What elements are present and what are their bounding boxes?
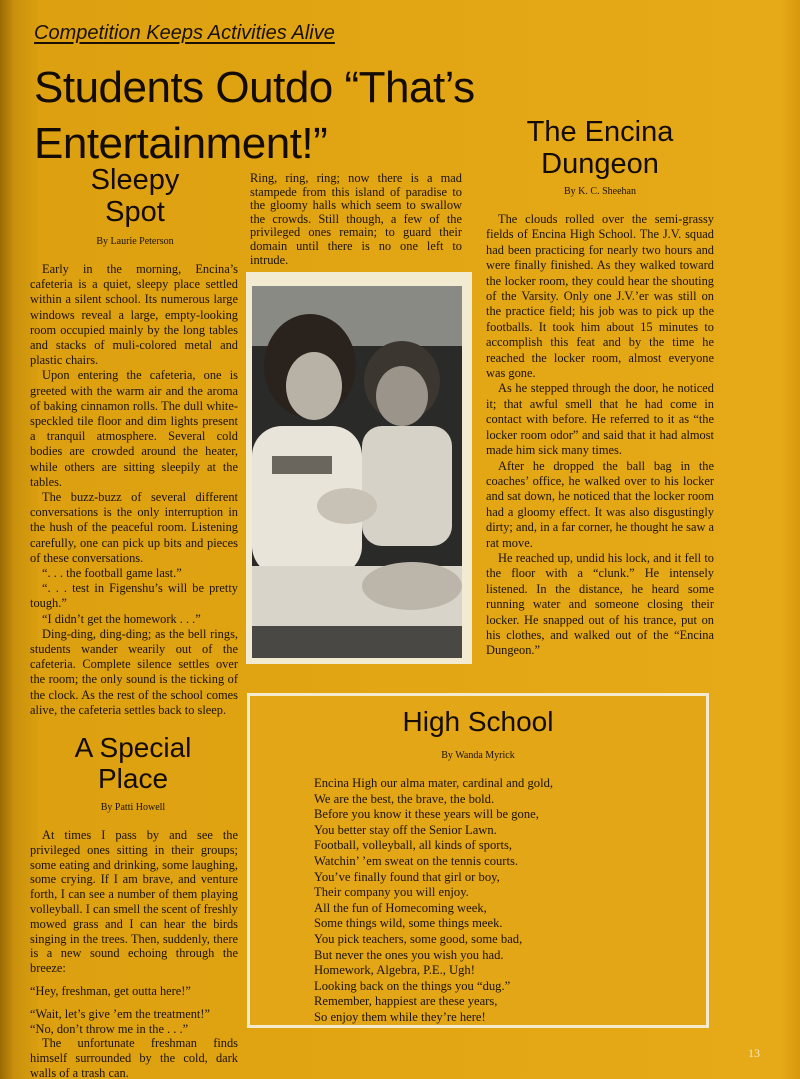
poem-line: But never the ones you wish you had. xyxy=(314,947,504,962)
headline-line-1: Students Outdo “That’s xyxy=(34,63,475,112)
dungeon-title xyxy=(490,116,710,181)
page-headline xyxy=(34,60,534,172)
special-place-title-line-1: A Special xyxy=(74,732,192,763)
poem-line: Football, volleyball, all kinds of sports, xyxy=(314,838,512,853)
students-photo-image xyxy=(252,286,462,658)
poem-lines xyxy=(314,776,694,1026)
poem-line: Some things wild, some things meek. xyxy=(314,916,503,931)
sleepy-spot-quote: “I didn’t get the homework . . .” xyxy=(42,611,201,626)
special-place-quote: “Hey, freshman, get outta here!” xyxy=(30,983,191,998)
poem-line: Looking back on the things you “dug.” xyxy=(314,978,511,993)
poem-line: Before you know it these years will be gone, xyxy=(314,807,539,822)
special-place-title xyxy=(38,732,228,795)
sleepy-spot-paragraph: Ding-ding, ding-ding; as the bell rings, students wander wearily out of the cafeteria. Complete silence settles over the room; the only sound is the ticking of the clock. As the rest of the school comes alive, the cafeteria settles back to sleep. xyxy=(30,626,238,717)
special-place-quote: “No, don’t throw me in the . . .” xyxy=(30,1021,189,1036)
sleepy-spot-paragraph: Early in the morning, Encina’s cafeteria is a quiet, sleepy place settled within a silent school. Its numerous large windows reveal a large, empty-looking room occupied mainly by the long tables and stacks of muli-colored metal and plastic chairs. xyxy=(30,262,238,368)
poem-line: You better stay off the Senior Lawn. xyxy=(314,822,497,837)
sleepy-spot-paragraph: Upon entering the cafeteria, one is greeted with the warm air and the aroma of baking cinnamon rolls. The dull white-speckled tile floor and dim lights present a tranquil atmosphere. Several cold bodies are crowded around the heater, while others are sitting sleepily at the tables. xyxy=(30,368,238,489)
sleepy-spot-title-line-2: Spot xyxy=(105,196,165,229)
special-place-byline: By Patti Howell xyxy=(100,802,166,813)
special-place-body xyxy=(30,828,238,1079)
sleepy-spot-title-line-1: Sleepy xyxy=(90,164,180,196)
sleepy-spot-quote: “. . . the football game last.” xyxy=(42,566,182,581)
sleepy-spot-continued-paragraph: Ring, ring, ring; now there is a mad stampede from this island of paradise to the gloomy halls which seem to swallow the crowds. Still though, a few of the privileged ones remain; to guard their domain until there is no one left to intrude. xyxy=(250,171,462,267)
special-place-title-line-2: Place xyxy=(97,763,169,795)
sleepy-spot-title xyxy=(40,164,230,229)
poem-line: All the fun of Homecoming week, xyxy=(314,900,487,915)
sleepy-spot-quote: “. . . test in Figenshu’s will be pretty tough.” xyxy=(30,581,238,611)
special-place-quote: “Wait, let’s give ’em the treatment!” xyxy=(30,1006,210,1021)
sleepy-spot-continued xyxy=(250,172,462,267)
poem-line: You’ve finally found that girl or boy, xyxy=(314,869,500,884)
poem-byline: By Wanda Myrick xyxy=(441,750,515,761)
dungeon-paragraph: The clouds rolled over the semi-grassy fields of Encina High School. The J.V. squad had been practicing for nearly two hours and were finally finished. As they walked toward the locker room, they could hear the shouting of the Varsity. Only one J.V.’er was still on the practice field; his job was to pick up the footballs. It took him about 15 minutes to accomplish this feat and by the time he reached the locker room, almost everyone was gone. xyxy=(486,212,714,381)
poem-line: Their company you will enjoy. xyxy=(314,885,469,900)
dungeon-paragraph: He reached up, undid his lock, and it fell to the floor with a “clunk.” He intensely listened. In the distance, he heard some running water and someone closing their locker. He snapped out of his trance, put on his clothes, and walked out of the “Encina Dungeon.” xyxy=(486,550,714,658)
poem-title: High School xyxy=(402,706,554,737)
section-kicker: Competition Keeps Activities Alive xyxy=(34,22,335,44)
poem-line: Remember, happiest are these years, xyxy=(314,994,498,1009)
poem-line: Watchin’ ’em sweat on the tennis courts. xyxy=(314,853,519,868)
poem-line: We are the best, the brave, the bold. xyxy=(314,791,495,806)
students-photo xyxy=(246,272,472,664)
sleepy-spot-byline: By Laurie Peterson xyxy=(96,236,174,247)
headline-line-2: Entertainment!” xyxy=(34,119,328,168)
dungeon-title-line-1: The Encina xyxy=(526,116,674,148)
poem-line: Encina High our alma mater, cardinal and gold, xyxy=(314,776,554,790)
sleepy-spot-body xyxy=(30,262,238,718)
poem-line: So enjoy them while they’re here! xyxy=(314,1009,486,1024)
dungeon-body xyxy=(486,212,714,659)
dungeon-paragraph: After he dropped the ball bag in the coaches’ office, he walked over to his locker and sat down, he noticed that the locker room had a gloomy effect. It was also disgustingly dirty; and, in a far corner, he thought he saw a rat move. xyxy=(486,458,714,550)
sleepy-spot-paragraph: The buzz-buzz of several different conversations is the only interruption in the hush of the peaceful room. Listening carefully, one can pick up bits and pieces of these conversations. xyxy=(30,490,238,565)
special-place-paragraph: At times I pass by and see the privileged ones sitting in their groups; some eating and drinking, some laughing, some crying. If I am brave, and venture forth, I can see a number of them playing volleyball. I can smell the scent of freshly mowed grass and I can hear the birds singing in the trees. Then, suddenly, there is a new sound echoing through the breeze: xyxy=(30,828,238,976)
dungeon-byline: By K. C. Sheehan xyxy=(564,186,636,197)
page-number: 13 xyxy=(748,1046,760,1060)
poem-box xyxy=(247,693,709,1028)
dungeon-paragraph: As he stepped through the door, he noticed it; that awful smell that he had come in contact with before. He referred to it as “the locker room odor” and said that it had almost made him sick many times. xyxy=(486,381,714,458)
poem-line: You pick teachers, some good, some bad, xyxy=(314,931,523,946)
special-place-paragraph: The unfortunate freshman finds himself surrounded by the cold, dark walls of a trash can. xyxy=(30,1036,238,1079)
poem-line: Homework, Algebra, P.E., Ugh! xyxy=(314,963,475,978)
dungeon-title-line-2: Dungeon xyxy=(541,148,659,181)
students-photo-illustration xyxy=(252,286,462,658)
